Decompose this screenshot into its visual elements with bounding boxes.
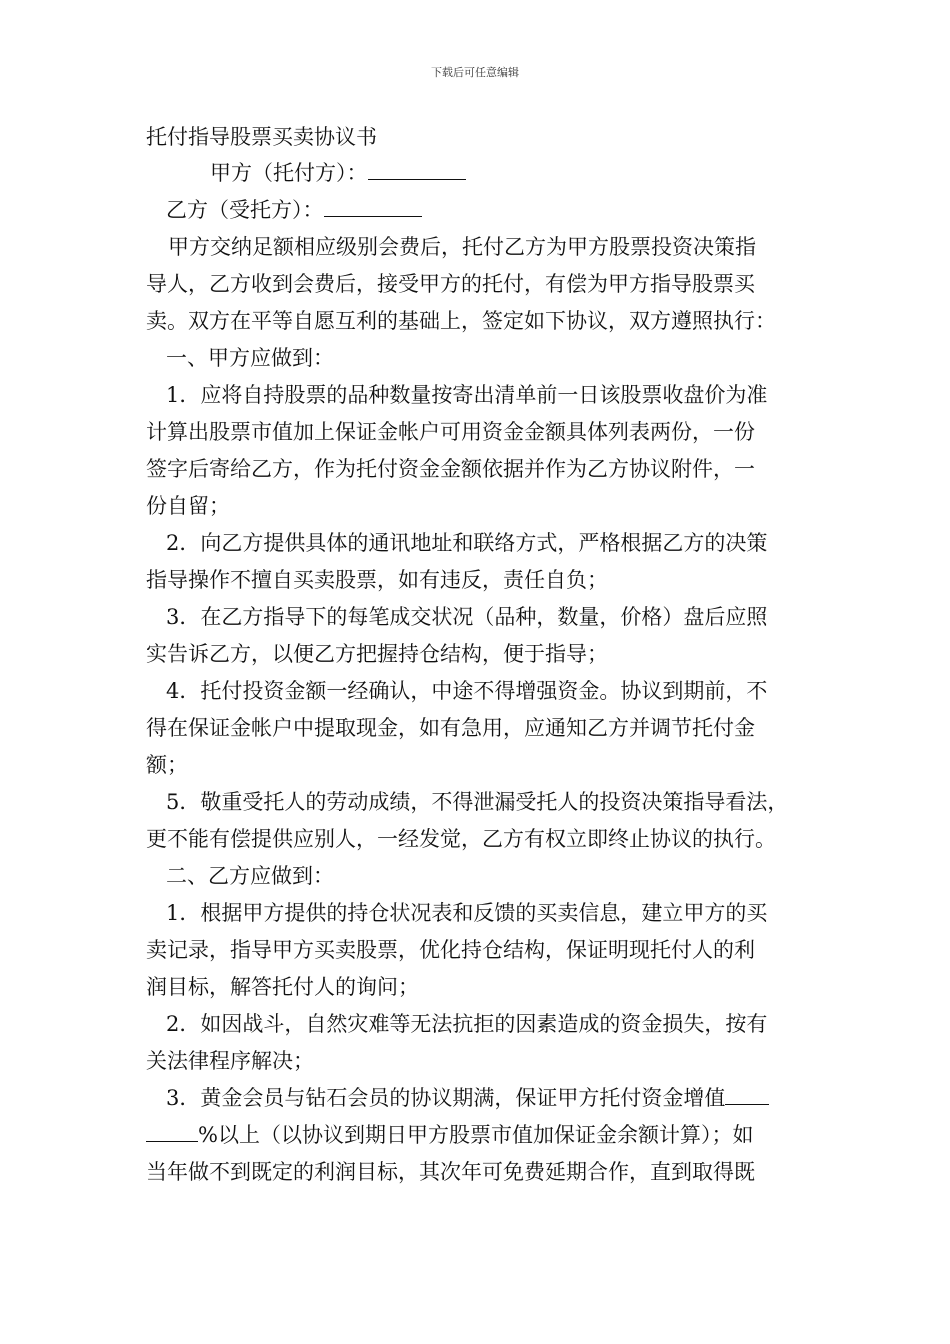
party-a-label: 甲方（托付方）： [210, 161, 368, 185]
page-header-note: 下载后可任意编辑 [431, 66, 519, 79]
document-title: 托付指导股票买卖协议书 [146, 125, 377, 149]
party-b-label: 乙方（受托方）： [166, 198, 324, 222]
section1-item5-line: 5．敬重受托人的劳动成绩，不得泄漏受托人的投资决策指导看法， [166, 790, 789, 814]
section1-item1-line: 份自留； [146, 494, 230, 518]
section1-item5-line: 更不能有偿提供应别人，一经发觉，乙方有权立即终止协议的执行。 [146, 827, 776, 851]
section1-item3-line: 实告诉乙方，以便乙方把握持仓结构，便于指导； [146, 642, 608, 666]
intro-line: 甲方交纳足额相应级别会费后，托付乙方为甲方股票投资决策指 [168, 235, 756, 259]
section1-item4-line: 4．托付投资金额一经确认，中途不得增强资金。协议到期前，不 [166, 679, 768, 703]
section1-item1-line: 计算出股票市值加上保证金帐户可用资金金额具体列表两份，一份 [146, 420, 755, 444]
section2-heading: 二、乙方应做到： [166, 864, 334, 888]
section1-item4-line: 得在保证金帐户中提取现金，如有急用，应通知乙方并调节托付金 [146, 716, 755, 740]
intro-line: 卖。双方在平等自愿互利的基础上，签定如下协议，双方遵照执行： [146, 309, 776, 333]
section2-item1-line: 润目标，解答托付人的询问； [146, 975, 419, 999]
growth-rate-blank-cont [146, 1121, 198, 1142]
section1-item2-line: 2．向乙方提供具体的通讯地址和联络方式，严格根据乙方的决策 [166, 531, 768, 555]
section1-heading: 一、甲方应做到： [166, 346, 334, 370]
party-a-line [210, 158, 466, 188]
section1-item4-line: 额； [146, 753, 188, 777]
section2-item3-text: %以上（以协议到期日甲方股票市值加保证金余额计算）；如 [198, 1123, 754, 1147]
section1-item3-line: 3．在乙方指导下的每笔成交状况（品种，数量，价格）盘后应照 [166, 605, 768, 629]
section1-item1-line: 1．应将自持股票的品种数量按寄出清单前一日该股票收盘价为准 [166, 383, 768, 407]
party-b-line [166, 195, 422, 225]
section2-item3-line [166, 1083, 769, 1113]
section2-item1-line: 1．根据甲方提供的持仓状况表和反馈的买卖信息，建立甲方的买 [166, 901, 768, 925]
section2-item3-line: 当年做不到既定的利润目标，其次年可免费延期合作，直到取得既 [146, 1160, 755, 1184]
section2-item3-text: 3．黄金会员与钻石会员的协议期满，保证甲方托付资金增值 [166, 1086, 726, 1110]
party-b-blank [324, 196, 422, 217]
section1-item2-line: 指导操作不擅自买卖股票，如有违反，责任自负； [146, 568, 608, 592]
intro-line: 导人，乙方收到会费后，接受甲方的托付，有偿为甲方指导股票买 [146, 272, 755, 296]
growth-rate-blank [725, 1084, 769, 1105]
party-a-blank [368, 159, 466, 180]
section2-item3-line [146, 1120, 753, 1150]
section2-item2-line: 关法律程序解决； [146, 1049, 314, 1073]
section2-item1-line: 卖记录，指导甲方买卖股票，优化持仓结构，保证明现托付人的利 [146, 938, 755, 962]
section2-item2-line: 2．如因战斗，自然灾难等无法抗拒的因素造成的资金损失，按有 [166, 1012, 768, 1036]
section1-item1-line: 签字后寄给乙方，作为托付资金金额依据并作为乙方协议附件，一 [146, 457, 755, 481]
